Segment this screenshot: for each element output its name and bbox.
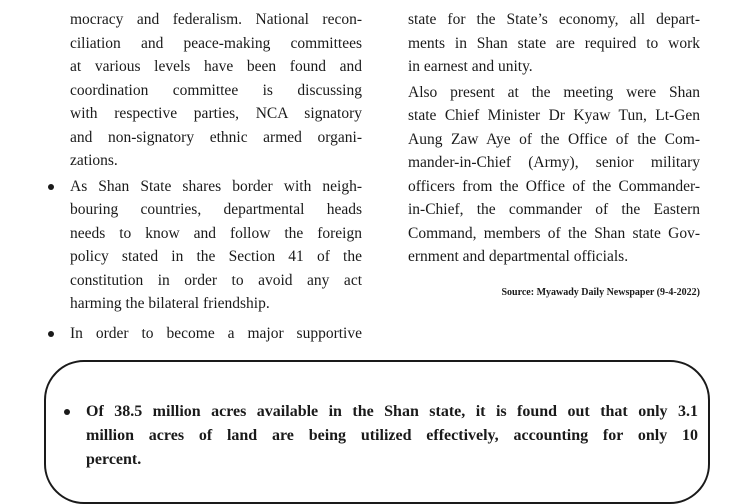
- text-line: harming the bilateral friendship.: [70, 295, 270, 312]
- text-line: Command, members of the Shan state Gov-: [408, 224, 700, 242]
- highlight-box-text: [86, 400, 698, 472]
- left-paragraph-continued: [70, 8, 362, 173]
- text-line: constitution in order to avoid any act: [70, 271, 362, 289]
- attendees-paragraph: [408, 81, 700, 269]
- right-column: [408, 8, 700, 269]
- bullet-item-border-policy: [70, 175, 362, 316]
- text-line: ernment and departmental officials.: [408, 248, 629, 265]
- text-line: in-Chief, the commander of the Eastern: [408, 201, 700, 218]
- bullet-item-supportive-state: [70, 322, 362, 346]
- text-line: Aung Zaw Aye of the Office of the Com-: [408, 130, 700, 148]
- left-column: [70, 8, 362, 345]
- highlight-line: million acres of land are being utilized effectively, accounting for only 10: [86, 427, 698, 444]
- bullet-icon: [64, 409, 70, 415]
- highlight-line: percent.: [86, 451, 142, 468]
- text-line: As Shan State shares border with neigh-: [70, 177, 362, 195]
- text-line: ments in Shan state are required to work: [408, 34, 700, 52]
- bullet-icon: [48, 331, 54, 337]
- text-line: coordination committee is discussing: [70, 81, 362, 99]
- source-citation: Source: Myawady Daily Newspaper (9-4-2022): [501, 287, 700, 298]
- text-line: with respective parties, NCA signatory: [70, 105, 362, 122]
- text-line: and non-signatory ethnic armed organi-: [70, 128, 362, 146]
- text-line: In order to become a major supportive: [70, 324, 362, 342]
- right-paragraph-continued: [408, 8, 700, 79]
- text-line: officers from the Office of the Commander-: [408, 177, 700, 195]
- text-line: state for the State’s economy, all depart-: [408, 11, 700, 28]
- text-line: at various levels have been found and: [70, 58, 362, 75]
- text-line: Also present at the meeting were Shan: [408, 83, 700, 101]
- text-line: ciliation and peace-making committees: [70, 34, 362, 52]
- text-line: mocracy and federalism. National recon-: [70, 11, 362, 28]
- text-line: state Chief Minister Dr Kyaw Tun, Lt-Gen: [408, 107, 700, 124]
- text-line: in earnest and unity.: [408, 58, 533, 75]
- text-line: mander-in-Chief (Army), senior military: [408, 154, 700, 171]
- text-line: zations.: [70, 152, 118, 169]
- text-line: needs to know and follow the foreign: [70, 224, 362, 242]
- highlight-line: Of 38.5 million acres available in the Shan state, it is found out that only 3.1: [86, 403, 698, 420]
- text-line: bouring countries, departmental heads: [70, 201, 362, 218]
- text-line: policy stated in the Section 41 of the: [70, 248, 362, 265]
- bullet-icon: [48, 184, 54, 190]
